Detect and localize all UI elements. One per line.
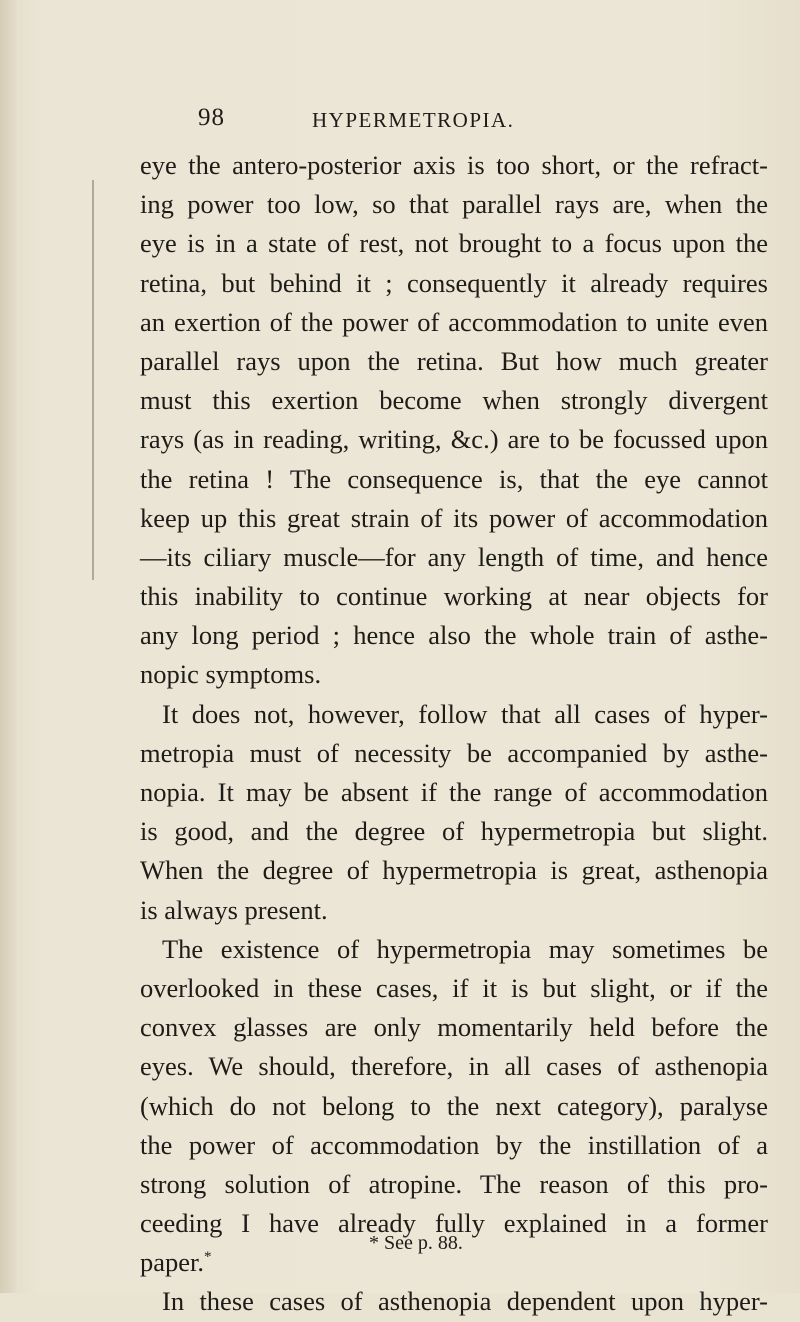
- text-line: convex glasses are only momentarily held before the: [140, 1012, 768, 1043]
- text-line: rays (as in reading, writing, &c.) are to be focussed upon: [140, 424, 768, 455]
- text-line: When the degree of hypermetropia is great, asthenopia: [140, 855, 768, 886]
- text-line: nopic symptoms.: [140, 659, 322, 690]
- text-line: must this exertion become when strongly divergent: [140, 385, 768, 416]
- page-number: 98: [198, 104, 225, 131]
- text-line: is good, and the degree of hypermetropia but slight.: [140, 816, 768, 847]
- text-line: —its ciliary muscle—for any length of time, and hence: [140, 541, 768, 572]
- text-line: is always present.: [140, 894, 328, 925]
- text-line: In these cases of asthenopia dependent upon hyper-: [162, 1286, 768, 1317]
- text-line: ceeding I have already fully explained in a former: [140, 1208, 768, 1239]
- text-line: metropia must of necessity be accompanied by asthe-: [140, 737, 768, 768]
- text-line: eyes. We should, therefore, in all cases of asthenopia: [140, 1051, 768, 1082]
- text-line: ing power too low, so that parallel rays are, when the: [140, 189, 768, 220]
- text-line: It does not, however, follow that all cases of hyper-: [162, 698, 768, 729]
- text-line: keep up this great strain of its power of accommodation: [140, 502, 768, 533]
- page-header: [0, 104, 800, 136]
- footnote: [0, 1232, 800, 1262]
- text-line: any long period ; hence also the whole train of asthe-: [140, 620, 768, 651]
- text-line: parallel rays upon the retina. But how much greater: [140, 345, 768, 376]
- page-edge-shadow: [0, 0, 18, 1293]
- text-line: an exertion of the power of accommodation to unite even: [140, 306, 768, 337]
- text-line: (which do not belong to the next category), paralyse: [140, 1090, 768, 1121]
- text-line: the power of accommodation by the instillation of a: [140, 1129, 768, 1160]
- text-line: overlooked in these cases, if it is but slight, or if the: [140, 972, 768, 1003]
- body-text: [140, 146, 768, 1322]
- text-line: The existence of hypermetropia may sometimes be: [162, 933, 768, 964]
- text-line: eye the antero-posterior axis is too short, or the refract-: [140, 150, 768, 180]
- text-line: retina, but behind it ; consequently it already requires: [140, 267, 768, 298]
- footnote-reference: *: [204, 1249, 212, 1266]
- text-line: the retina ! The consequence is, that the eye cannot: [140, 463, 768, 494]
- margin-pencil-mark: [92, 180, 94, 580]
- running-title: HYPERMETROPIA.: [312, 108, 515, 132]
- text-line: nopia. It may be absent if the range of accommodation: [140, 777, 768, 807]
- text-line-content: paper.: [140, 1247, 205, 1278]
- text-line: strong solution of atropine. The reason of this pro-: [140, 1168, 768, 1199]
- text-line: eye is in a state of rest, not brought to a focus upon the: [140, 228, 768, 259]
- footnote-text: * See p. 88.: [369, 1232, 463, 1254]
- text-line: this inability to continue working at near objects for: [140, 581, 768, 612]
